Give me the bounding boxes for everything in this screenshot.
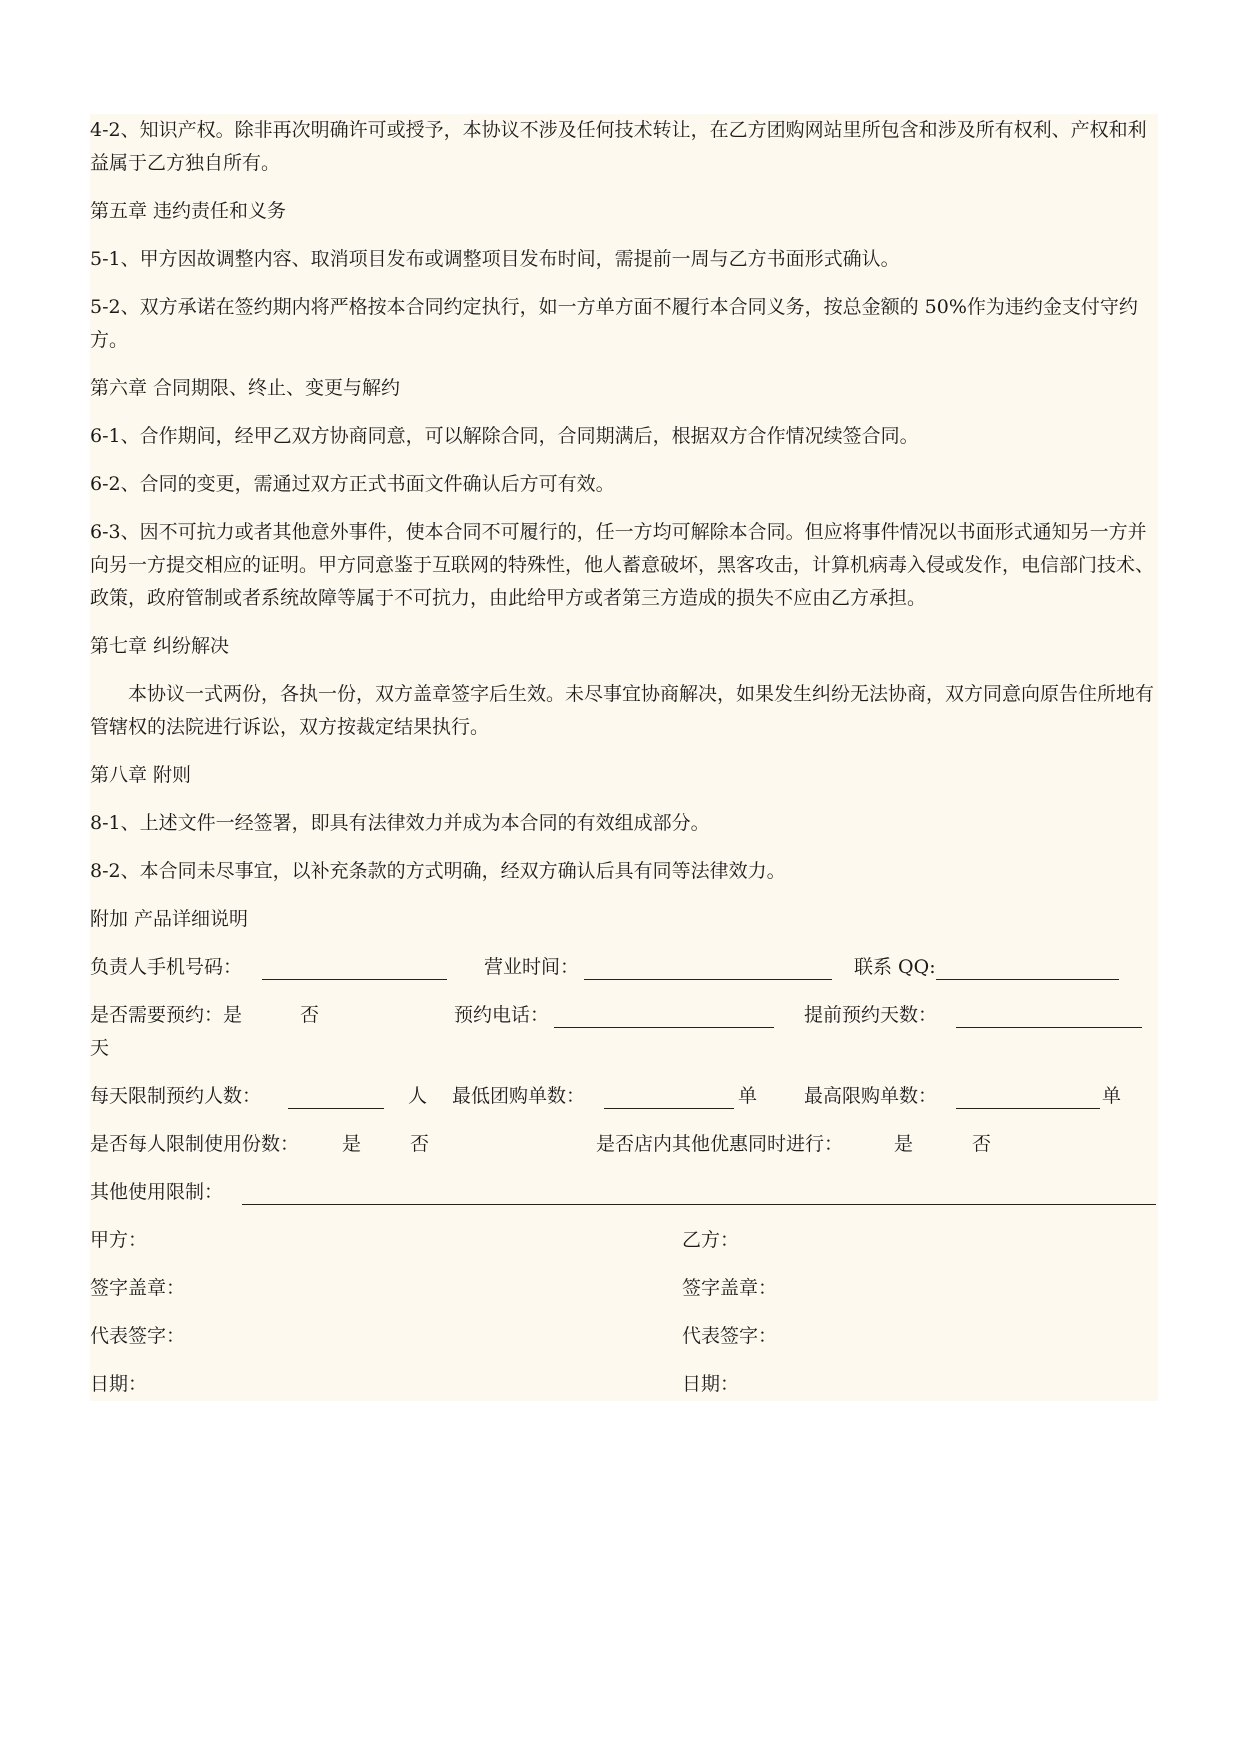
chapter-8-heading: 第八章 附则 (90, 764, 192, 786)
max-limit-field[interactable] (956, 1086, 1100, 1109)
party-a-label: 甲方： (90, 1229, 148, 1251)
dispute-resolution-text: 本协议一式两份，各执一份，双方盖章签字后生效。未尽事宜协商解决，如果发生纠纷无法协商，双方同意向原告住所地有管辖权的法院进行诉讼，双方按裁定结果执行。 (90, 683, 1155, 738)
form-row-contact (90, 951, 1158, 984)
other-limits-label: 其他使用限制： (90, 1181, 224, 1203)
other-promo-label: 是否店内其他优惠同时进行： (596, 1133, 844, 1155)
form-row-usage (90, 1128, 1158, 1161)
chapter-6-heading: 第六章 合同期限、终止、变更与解约 (90, 377, 401, 399)
max-limit-label: 最高限购单数： (804, 1085, 938, 1107)
document-body (90, 114, 1158, 1401)
party-a-date-label: 日期： (90, 1373, 148, 1395)
chapter-5-heading: 第五章 违约责任和义务 (90, 200, 287, 222)
party-b-rep-label: 代表签字： (682, 1325, 778, 1347)
clause-6-1: 6-1、合作期间，经甲乙双方协商同意，可以解除合同，合同期满后，根据双方合作情况续签合同。 (90, 425, 919, 447)
appendix-heading: 附加 产品详细说明 (90, 908, 249, 930)
qq-field[interactable] (936, 957, 1119, 980)
clause-5-2: 5-2、双方承诺在签约期内将严格按本合同约定执行，如一方单方面不履行本合同义务，按总金额的 50%作为违约金支付守约方。 (90, 296, 1138, 351)
clause-6-3: 6-3、因不可抗力或者其他意外事件，使本合同不可履行的，任一方均可解除本合同。但应将事件情况以书面形式通知另一方并向另一方提交相应的证明。甲方同意鉴于互联网的特殊性，他人蓄意破坏，黑客攻击，计算机病毒入侵或发作，电信部门技术、政策，政府管制或者系统故障等属于不可抗力，由此给甲方或者第三方造成的损失不应由乙方承担。 (90, 521, 1155, 609)
per-person-no-option[interactable]: 否 (410, 1133, 430, 1155)
reservation-phone-label: 预约电话： (454, 1004, 550, 1026)
min-group-field[interactable] (604, 1086, 734, 1109)
party-b-label: 乙方： (682, 1229, 740, 1251)
party-b-date-label: 日期： (682, 1373, 740, 1395)
clause-8-1: 8-1、上述文件一经签署，即具有法律效力并成为本合同的有效组成部分。 (90, 812, 710, 834)
signature-row-date (90, 1368, 1158, 1401)
phone-field[interactable] (262, 957, 447, 980)
other-limits-field[interactable] (242, 1182, 1156, 1205)
daily-limit-label: 每天限制预约人数： (90, 1085, 262, 1107)
daily-limit-field[interactable] (288, 1086, 384, 1109)
hours-field[interactable] (584, 957, 832, 980)
reservation-no-option[interactable]: 否 (300, 1004, 320, 1026)
clause-5-1: 5-1、甲方因故调整内容、取消项目发布或调整项目发布时间，需提前一周与乙方书面形式确认。 (90, 248, 900, 270)
min-group-label: 最低团购单数： (452, 1085, 586, 1107)
hours-label: 营业时间： (484, 956, 580, 978)
advance-days-field[interactable] (956, 1005, 1142, 1028)
min-order-unit: 单 (738, 1085, 758, 1107)
other-promo-no-option[interactable]: 否 (972, 1133, 992, 1155)
clause-8-2: 8-2、本合同未尽事宜，以补充条款的方式明确，经双方确认后具有同等法律效力。 (90, 860, 786, 882)
party-b-seal-label: 签字盖章： (682, 1277, 778, 1299)
signature-row-party (90, 1224, 1158, 1257)
form-row-other-limits (90, 1176, 1158, 1209)
reservation-phone-field[interactable] (554, 1005, 774, 1028)
party-a-seal-label: 签字盖章： (90, 1277, 186, 1299)
person-unit: 人 (408, 1085, 428, 1107)
signature-row-rep (90, 1320, 1158, 1353)
per-person-label: 是否每人限制使用份数： (90, 1133, 300, 1155)
days-unit: 天 (90, 1037, 110, 1059)
signature-row-seal (90, 1272, 1158, 1305)
reservation-label: 是否需要预约：是 (90, 1004, 243, 1026)
other-promo-yes-option[interactable]: 是 (894, 1133, 914, 1155)
chapter-7-heading: 第七章 纠纷解决 (90, 635, 230, 657)
party-a-rep-label: 代表签字： (90, 1325, 186, 1347)
phone-label: 负责人手机号码： (90, 956, 243, 978)
form-row-limits (90, 1080, 1158, 1113)
per-person-yes-option[interactable]: 是 (342, 1133, 362, 1155)
clause-4-2: 4-2、知识产权。除非再次明确许可或授予，本协议不涉及任何技术转让，在乙方团购网站里所包含和涉及所有权利、产权和利益属于乙方独自所有。 (90, 119, 1147, 174)
max-order-unit: 单 (1102, 1085, 1122, 1107)
qq-label: 联系 QQ: (854, 956, 936, 978)
form-row-reservation (90, 999, 1158, 1065)
clause-6-2: 6-2、合同的变更，需通过双方正式书面文件确认后方可有效。 (90, 473, 615, 495)
advance-days-label: 提前预约天数： (804, 1004, 938, 1026)
